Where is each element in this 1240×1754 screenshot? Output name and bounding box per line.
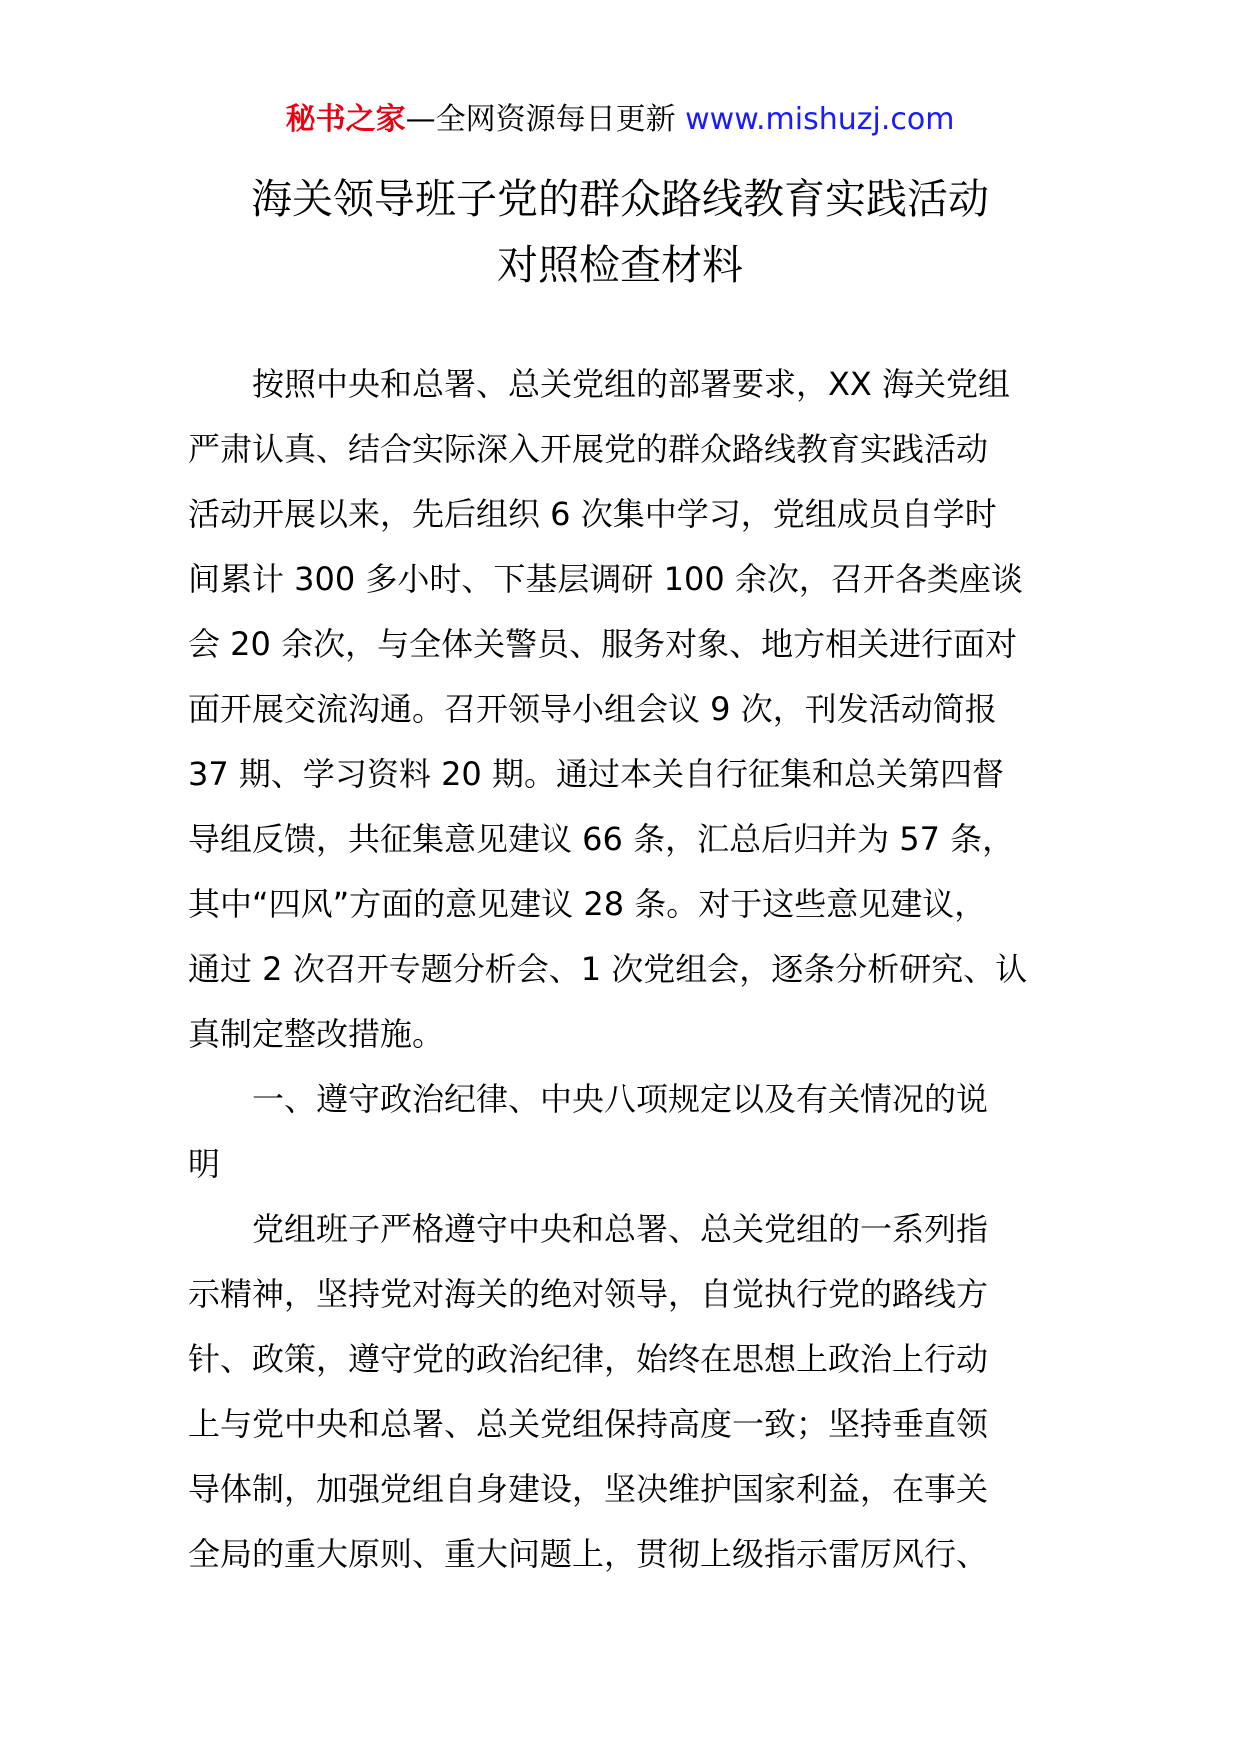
title-line-2: 对照检查材料 bbox=[497, 241, 743, 289]
body-line: 全局的重大原则、重大问题上，贯彻上级指示雷厉风行、 bbox=[188, 1535, 989, 1573]
body-line: 真制定整改措施。 bbox=[188, 1015, 445, 1053]
section-heading-line: 一、遵守政治纪律、中央八项规定以及有关情况的说 bbox=[252, 1080, 989, 1118]
body-line: 会 20 余次，与全体关警员、服务对象、地方相关进行面对 bbox=[188, 625, 1018, 663]
title-line-1: 海关领导班子党的群众路线教育实践活动 bbox=[251, 175, 989, 223]
document-title bbox=[0, 166, 1240, 298]
section-heading-line: 明 bbox=[188, 1145, 221, 1183]
body-line: 上与党中央和总署、总关党组保持高度一致；坚持垂直领 bbox=[188, 1405, 989, 1443]
body-line: 面开展交流沟通。召开领导小组会议 9 次，刊发活动简报 bbox=[188, 690, 997, 728]
body-line: 活动开展以来，先后组织 6 次集中学习，党组成员自学时 bbox=[188, 495, 997, 533]
body-line: 党组班子严格遵守中央和总署、总关党组的一系列指 bbox=[252, 1210, 989, 1248]
body-line: 按照中央和总署、总关党组的部署要求，XX 海关党组 bbox=[252, 365, 1011, 403]
body-line: 导组反馈，共征集意见建议 66 条，汇总后归并为 57 条， bbox=[188, 820, 1015, 858]
site-url-link[interactable]: www.mishuzj.com bbox=[685, 102, 955, 137]
body-line: 37 期、学习资料 20 期。通过本关自行征集和总关第四督 bbox=[188, 755, 1004, 793]
site-brand: 秘书之家 bbox=[285, 102, 406, 137]
body-line: 示精神，坚持党对海关的绝对领导，自觉执行党的路线方 bbox=[188, 1275, 989, 1313]
body-line: 导体制，加强党组自身建设，坚决维护国家利益，在事关 bbox=[188, 1470, 989, 1508]
body-line: 通过 2 次召开专题分析会、1 次党组会，逐条分析研究、认 bbox=[188, 950, 1028, 988]
body-line: 其中“四风”方面的意见建议 28 条。对于这些意见建议， bbox=[188, 885, 987, 923]
site-header bbox=[0, 100, 1240, 140]
site-slogan: —全网资源每日更新 bbox=[405, 102, 676, 137]
body-line: 间累计 300 多小时、下基层调研 100 余次，召开各类座谈 bbox=[188, 560, 1023, 598]
body-line: 严肃认真、结合实际深入开展党的群众路线教育实践活动 bbox=[188, 430, 989, 468]
body-line: 针、政策，遵守党的政治纪律，始终在思想上政治上行动 bbox=[188, 1340, 989, 1378]
document-body bbox=[188, 352, 1050, 1587]
